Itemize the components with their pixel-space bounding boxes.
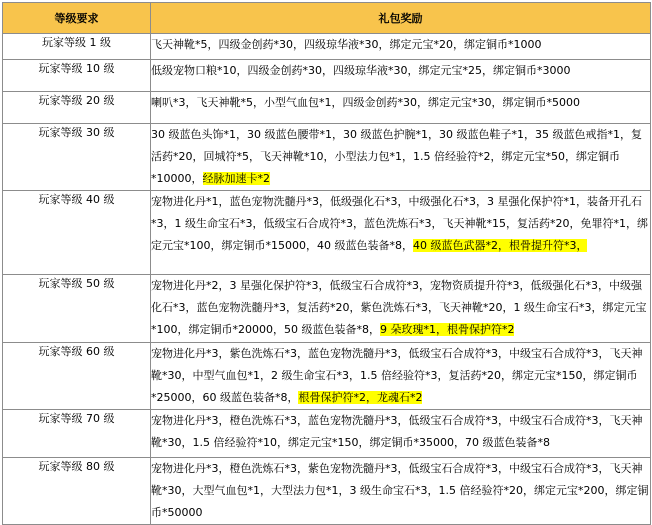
reward-text: 低级宠物口粮*10，四级金创药*30，四级琼华液*30，绑定元宝*25，绑定铜币*3000	[151, 64, 571, 77]
reward-text: 飞天神靴*5，四级金创药*30，四级琼华液*30，绑定元宝*20，绑定铜币*1000	[151, 38, 542, 51]
level-cell: 玩家等级 70 级	[3, 410, 151, 458]
reward-cell	[151, 92, 651, 124]
highlight-text: 根骨保护符*2，龙魂石*2	[298, 391, 423, 404]
table-row	[3, 458, 651, 525]
table-row	[3, 410, 651, 458]
table-row	[3, 191, 651, 275]
reward-text: 宠物进化丹*3，橙色洗炼石*3，紫色宠物洗髓丹*3，低级宝石合成符*3，中级宝石合成符*3，飞天神靴*30，大型气血包*1，大型法力包*1，3 级生命宝石*3，1.5 倍经验符*20，绑定元宝*200，绑定铜币*50000	[151, 462, 649, 519]
table-row	[3, 124, 651, 191]
reward-cell	[151, 410, 651, 458]
reward-cell	[151, 458, 651, 525]
reward-text: 30 级蓝色头饰*1，30 级蓝色腰带*1，30 级蓝色护腕*1，30 级蓝色鞋子*1，35 级蓝色戒指*1，复活药*20，回城符*5，飞天神靴*10，小型法力包*1，1.5 倍经验符*2，绑定元宝*50，绑定铜币*10000，	[151, 128, 642, 185]
header-row	[3, 3, 651, 34]
highlight-text: 经脉加速卡*2	[202, 172, 270, 185]
header-level: 等级要求	[3, 3, 151, 34]
reward-cell	[151, 34, 651, 60]
reward-cell	[151, 343, 651, 410]
reward-text: 宠物进化丹*3，紫色洗炼石*3，蓝色宠物洗髓丹*3，低级宝石合成符*3，中级宝石合成符*3，飞天神靴*30，中型气血包*1，2 级生命宝石*3，1.5 倍经验符*3，复活药*20，绑定元宝*150，绑定铜币*25000，60 级蓝色装备*8，	[151, 347, 643, 404]
level-cell: 玩家等级 1 级	[3, 34, 151, 60]
table-row	[3, 34, 651, 60]
level-cell: 玩家等级 50 级	[3, 275, 151, 343]
reward-text: 宠物进化丹*1，蓝色宠物洗髓丹*3，低级强化石*3，中级强化石*3，3 星强化保护符*1，装备开孔石*3，1 级生命宝石*3，低级宝石合成符*3，蓝色洗炼石*3，飞天神靴*15，复活药*20，免罪符*1，绑定元宝*100，绑定铜币*15000，40 级蓝色装备*8，	[151, 195, 648, 252]
reward-cell	[151, 275, 651, 343]
level-cell: 玩家等级 20 级	[3, 92, 151, 124]
highlight-text: 40 级蓝色武器*2，根骨提升符*3，	[412, 239, 588, 252]
table-row	[3, 343, 651, 410]
table-row	[3, 60, 651, 92]
header-reward: 礼包奖励	[151, 3, 651, 34]
reward-text: 喇叭*3，飞天神靴*5，小型气血包*1，四级金创药*30，绑定元宝*30，绑定铜币*5000	[151, 96, 580, 109]
reward-text: 宠物进化丹*3，橙色洗炼石*3，蓝色宠物洗髓丹*3，低级宝石合成符*3，中级宝石合成符*3，飞天神靴*30，1.5 倍经验符*10，绑定元宝*150，绑定铜币*35000，70 级蓝色装备*8	[151, 414, 643, 449]
reward-table	[2, 2, 651, 525]
table-row	[3, 275, 651, 343]
reward-cell	[151, 124, 651, 191]
reward-cell	[151, 191, 651, 275]
table-row	[3, 92, 651, 124]
level-cell: 玩家等级 30 级	[3, 124, 151, 191]
level-cell: 玩家等级 80 级	[3, 458, 151, 525]
level-cell: 玩家等级 10 级	[3, 60, 151, 92]
reward-cell	[151, 60, 651, 92]
highlight-text: 9 朵玫瑰*1，根骨保护符*2	[379, 323, 515, 336]
level-cell: 玩家等级 40 级	[3, 191, 151, 275]
level-cell: 玩家等级 60 级	[3, 343, 151, 410]
reward-text: 宠物进化丹*2，3 星强化保护符*3，低级宝石合成符*3，宠物资质提升符*3，低级强化石*3，中级强化石*3，蓝色宠物洗髓丹*3，复活药*20，紫色洗炼石*3，飞天神靴*20，1 级生命宝石*3，绑定元宝*100，绑定铜币*20000，50 级蓝色装备*8，	[151, 279, 647, 336]
